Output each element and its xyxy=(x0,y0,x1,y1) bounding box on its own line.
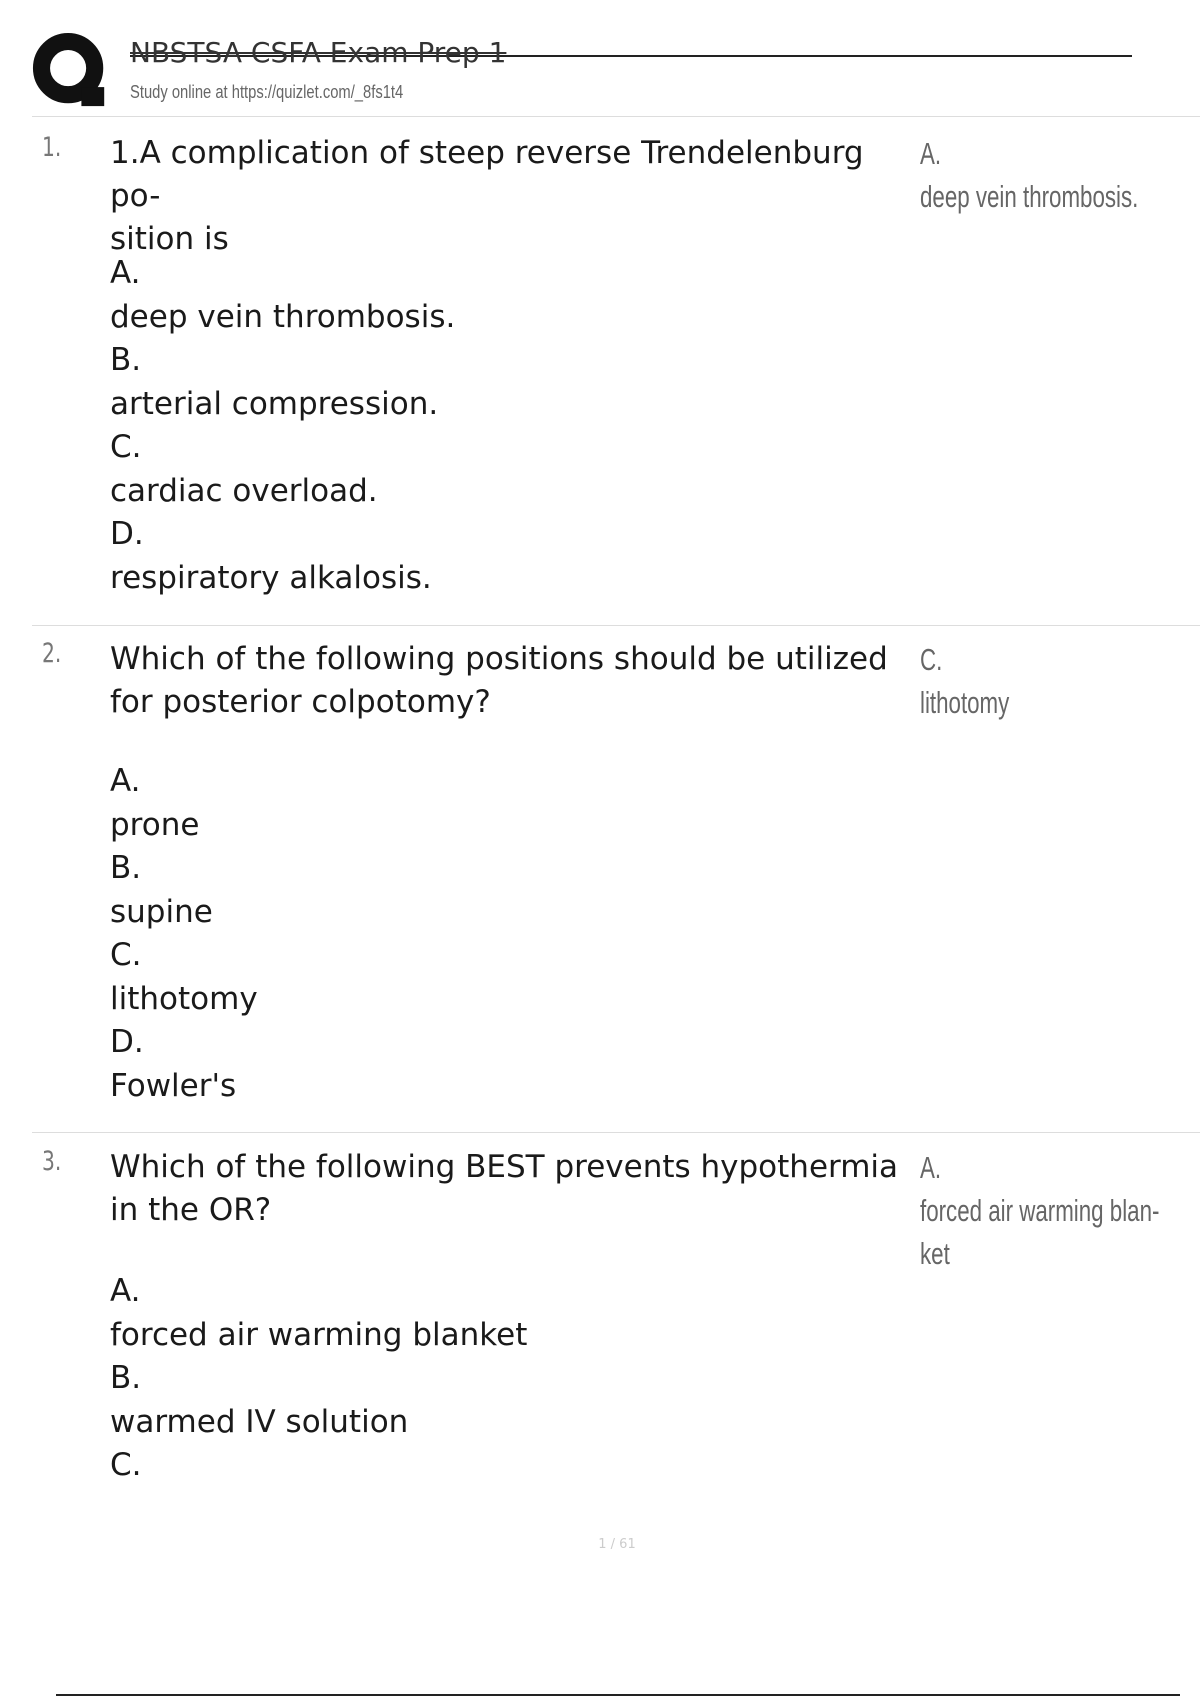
answer-letter: C. xyxy=(920,642,943,677)
answer-letter: A. xyxy=(920,1150,942,1185)
option-letter: C. xyxy=(110,1447,142,1483)
option-text: warmed IV solution xyxy=(110,1403,409,1440)
option-text: respiratory alkalosis. xyxy=(110,559,432,596)
option-text: lithotomy xyxy=(110,980,258,1017)
card-question: Which of the following BEST prevents hypothermia in the OR? xyxy=(110,1149,899,1228)
answer-letter: A. xyxy=(920,136,942,171)
card-number: 2. xyxy=(42,638,62,669)
option-text: Fowler's xyxy=(110,1067,237,1104)
answer-text: forced air warming blan- xyxy=(920,1193,1160,1228)
header-divider xyxy=(32,116,1200,117)
card-options xyxy=(110,252,890,600)
option-text: arterial compression. xyxy=(110,385,439,422)
option-letter: A. xyxy=(110,1273,141,1309)
footer-rule xyxy=(56,1694,1180,1696)
option-letter: A. xyxy=(110,763,141,799)
option-text: cardiac overload. xyxy=(110,472,378,509)
answer-text: lithotomy xyxy=(920,685,1010,720)
option-text: forced air warming blanket xyxy=(110,1316,528,1353)
document-header xyxy=(28,30,1188,118)
option-letter: C. xyxy=(110,937,142,973)
option-letter: B. xyxy=(110,1360,142,1396)
card-answer xyxy=(920,1146,1200,1275)
card-number: 1. xyxy=(42,132,62,163)
option-letter: B. xyxy=(110,850,142,886)
answer-text: deep vein thrombosis. xyxy=(920,179,1139,214)
card-divider xyxy=(32,1132,1200,1133)
option-letter: D. xyxy=(110,516,144,552)
option-letter: A. xyxy=(110,255,141,291)
card-answer xyxy=(920,638,1200,724)
card-divider xyxy=(32,625,1200,626)
option-letter: B. xyxy=(110,342,142,378)
answer-text: ket xyxy=(920,1236,950,1271)
option-text: deep vein thrombosis. xyxy=(110,298,456,335)
card-question: 1.A complication of steep reverse Trendelenburg po- sition is xyxy=(110,135,864,257)
option-letter: C. xyxy=(110,429,142,465)
study-online-link[interactable]: Study online at https://quizlet.com/_8fs1t4 xyxy=(130,82,404,102)
quizlet-logo-icon xyxy=(32,32,108,108)
page-number: 1 / 61 xyxy=(598,1537,636,1552)
card-answer xyxy=(920,132,1200,218)
option-text: supine xyxy=(110,893,213,930)
card-options xyxy=(110,760,890,1108)
document-title: NBSTSA CSFA Exam Prep 1 xyxy=(130,36,507,69)
option-text: prone xyxy=(110,806,200,843)
card-question: Which of the following positions should be utilized for posterior colpotomy? xyxy=(110,641,888,720)
card-options xyxy=(110,1270,890,1488)
option-letter: D. xyxy=(110,1024,144,1060)
card-number: 3. xyxy=(42,1146,62,1177)
